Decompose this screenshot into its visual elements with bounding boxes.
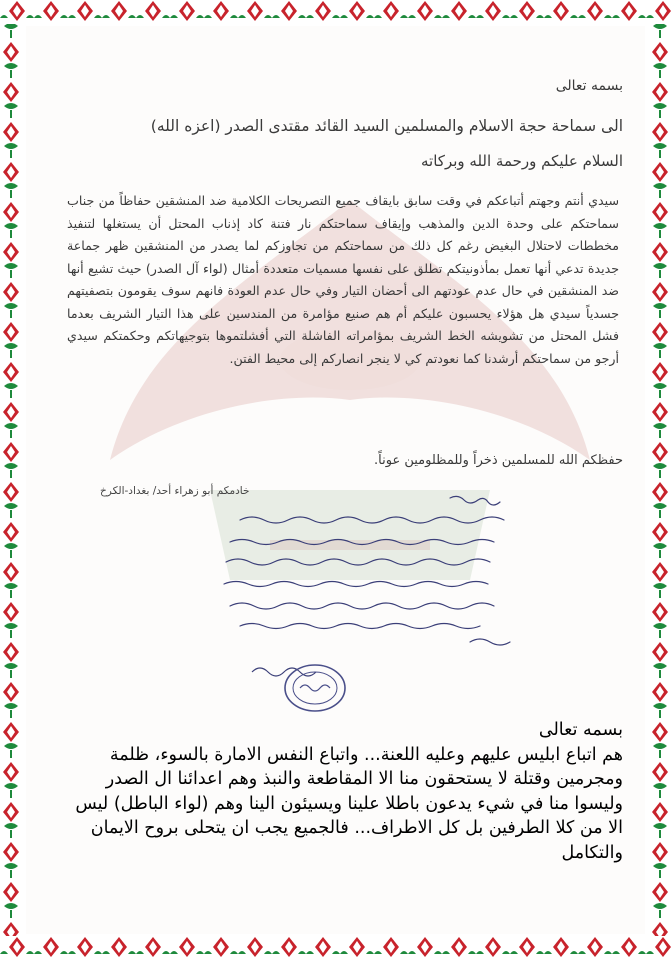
ornamental-border-left [0,0,22,960]
letter-closing: حفظكم الله للمسلمين ذخراً وللمظلومين عوناً. [374,453,623,468]
ornamental-border-bottom [0,936,671,960]
letter-basmala: بسمه تعالى [555,78,623,94]
letter-addressee: الى سماحة حجة الاسلام والمسلمين السيد القائد مقتدى الصدر (اعزه الله) [150,117,623,135]
typed-transcription [63,718,623,866]
letter-sender: خادمكم أبو زهراء أحد/ بغداد-الكرخ [100,485,250,497]
handwritten-reply [200,490,530,650]
ornamental-border-right [649,0,671,960]
ornamental-border-top [0,0,671,24]
letter-salutation: السلام عليكم ورحمة الله وبركاته [421,152,623,170]
letter-body: سيدي أنتم وجهتم أتباعكم في وقت سابق بايقاف جميع التصريحات الكلامية ضد المنشقين حفاظاً من جناب سماحتكم على وحدة الدين والمذهب وإيقاف سماحتكم نار فتنة كاد إذناب المحتل أن يستغلها لتنفيذ مخططات لاحتلال البغيض رغم كل ذلك من سماحتكم من تجاوزكم لما يصدر من المنشقين ظهر جماعة جديدة تدعي أنها تعمل بمأذونيتكم تطلق على نفسها مسميات متعددة أمثال (لواء آل الصدر) حيث تشيع أنها ضد المنشقين في حال عدم عودتهم الى أحضان التيار وفي حال عدم العودة فانهم سوف يقومون بتصفيتهم جسدياً سيدي هل هؤلاء يحسبون عليكم أم هم صنيع مؤامرة من المندسين على هذا التيار الشريف بعدما فشل المحتل من تشويشه الخط الشريف بمؤامراته الفاشلة التي أفشلتموها بتوجيهاتكم وحكمتكم سيدي أرجو من سماحتكم أرشدنا كما نعودتم كي لا ينجر انصاركم إلى محيط الفتن. [67,193,619,366]
official-seal [282,662,348,714]
transcription-title: بسمه تعالى [538,720,623,740]
transcription-body: هم اتباع ابليس عليهم وعليه اللعنة... واتباع النفس الامارة بالسوء، ظلمة ومجرمين وقتلة لا يستحقون منا الا المقاطعة والنبذ وهم اعدائنا ال الصدر وليسوا منا في شيء يدعون باطلا علينا ويسيئون الينا وهم (لواء الباطل) ليس الا من كلا الطرفين بل كل الاطراف... فالجميع يجب ان يتحلى بروح الايمان والتكامل [75,744,623,863]
